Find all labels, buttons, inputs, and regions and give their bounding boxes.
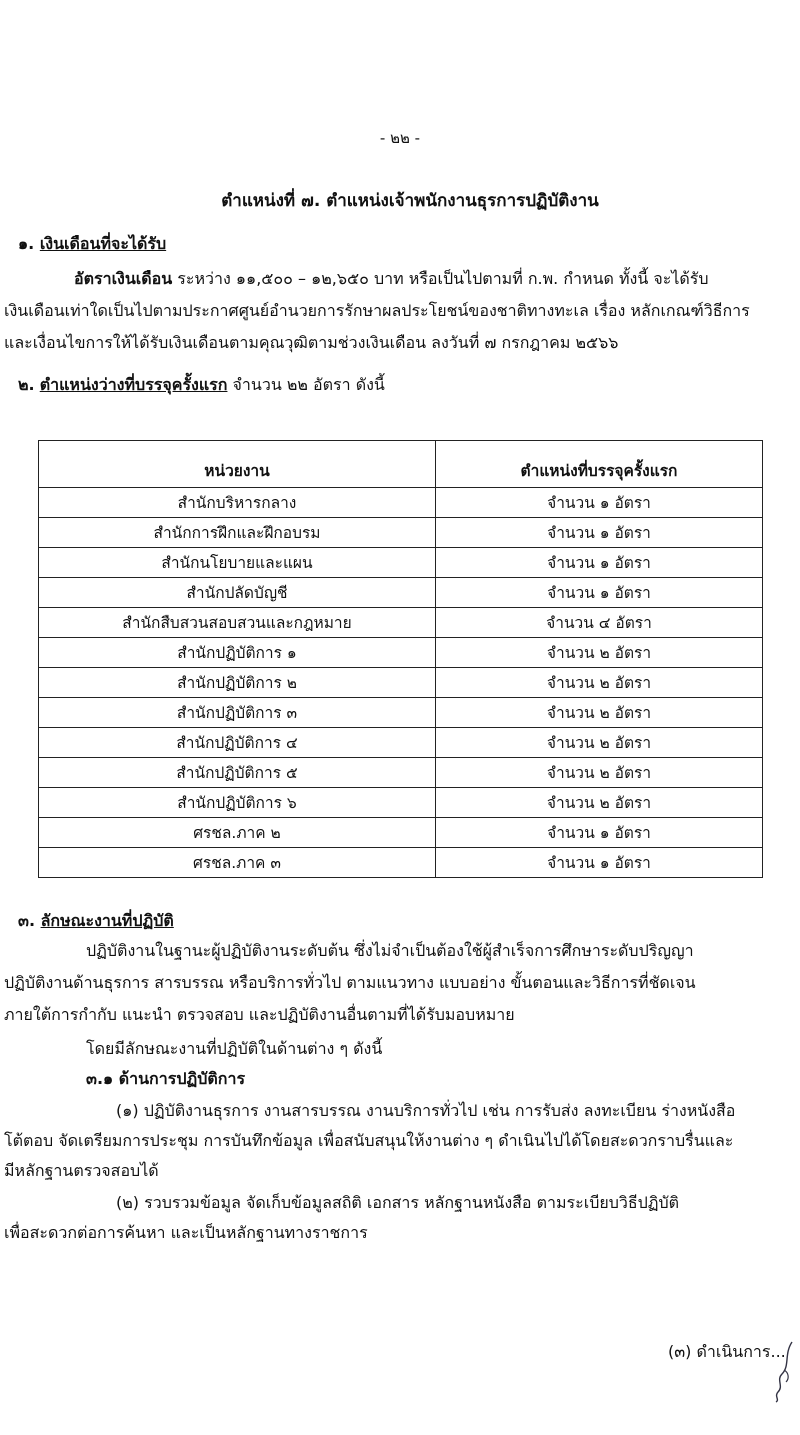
item-1-line-3: มีหลักฐานตรวจสอบได้ <box>4 1161 159 1180</box>
section-2-number: ๒. <box>18 375 35 394</box>
salary-rate-text: ระหว่าง ๑๑,๕๐๐ – ๑๒,๖๕๐ บาท หรือเป็นไปตามที่ ก.พ. กำหนด ทั้งนี้ จะได้รับ <box>172 269 709 288</box>
section-1-title: เงินเดือนที่จะได้รับ <box>39 234 167 253</box>
item-1-line-2: โต้ตอบ จัดเตรียมการประชุม การบันทึกข้อมูล เพื่อสนับสนุนให้งานต่าง ๆ ดำเนินไปได้โดยสะดวกราบรื่นและ <box>4 1131 734 1150</box>
section-3-title: ลักษณะงานที่ปฏิบัติ <box>40 911 174 930</box>
positions-cell: จำนวน ๑ อัตรา <box>436 818 763 848</box>
section-3-number: ๓. <box>18 911 36 930</box>
duty-line-4: โดยมีลักษณะงานที่ปฏิบัติในด้านต่าง ๆ ดังนี้ <box>86 1039 383 1058</box>
position-title: ตำแหน่งที่ ๗. ตำแหน่งเจ้าพนักงานธุรการปฏิบัติงาน <box>221 191 599 211</box>
operations-subheading: ๓.๑ ด้านการปฏิบัติการ <box>86 1069 246 1088</box>
page-number: - ๒๒ - <box>379 129 421 147</box>
table-body <box>39 488 763 878</box>
handwritten-initials <box>770 1340 796 1404</box>
salary-rate-label: อัตราเงินเดือน <box>74 269 173 288</box>
table-header-row <box>39 441 763 488</box>
unit-cell: ศรชล.ภาค ๒ <box>39 818 436 848</box>
section-1-number: ๑. <box>18 234 35 253</box>
table-row <box>39 698 763 728</box>
positions-cell: จำนวน ๑ อัตรา <box>436 518 763 548</box>
salary-line-3: และเงื่อนไขการให้ได้รับเงินเดือนตามคุณวุฒิตามช่วงเงินเดือน ลงวันที่ ๗ กรกฎาคม ๒๕๖๖ <box>4 333 619 352</box>
table-row <box>39 518 763 548</box>
table-row <box>39 608 763 638</box>
unit-cell: สำนักสืบสวนสอบสวนและกฎหมาย <box>39 608 436 638</box>
unit-cell: ศรชล.ภาค ๓ <box>39 848 436 878</box>
unit-cell: สำนักปฏิบัติการ ๖ <box>39 788 436 818</box>
unit-cell: สำนักปฏิบัติการ ๕ <box>39 758 436 788</box>
duty-line-3: ภายใต้การกำกับ แนะนำ ตรวจสอบ และปฏิบัติงานอื่นตามที่ได้รับมอบหมาย <box>4 1005 515 1024</box>
section-2-heading <box>18 370 385 400</box>
header-unit: หน่วยงาน <box>39 441 436 488</box>
unit-cell: สำนักปฏิบัติการ ๑ <box>39 638 436 668</box>
unit-cell: สำนักปลัดบัญชี <box>39 578 436 608</box>
continued-footer: (๓) ดำเนินการ... <box>668 1342 786 1361</box>
item-1-line-1: (๑) ปฏิบัติงานธุรการ งานสารบรรณ งานบริการทั่วไป เช่น การรับส่ง ลงทะเบียน ร่างหนังสือ <box>116 1101 736 1120</box>
section-1-heading <box>18 232 166 257</box>
table-row <box>39 668 763 698</box>
section-2-title: ตำแหน่งว่างที่บรรจุครั้งแรก <box>39 375 228 394</box>
item-2-line-1: (๒) รวบรวมข้อมูล จัดเก็บข้อมูลสถิติ เอกสาร หลักฐานหนังสือ ตามระเบียบวิธีปฏิบัติ <box>116 1193 680 1212</box>
positions-cell: จำนวน ๑ อัตรา <box>436 578 763 608</box>
positions-cell: จำนวน ๑ อัตรา <box>436 488 763 518</box>
duty-line-1: ปฏิบัติงานในฐานะผู้ปฏิบัติงานระดับต้น ซึ่งไม่จำเป็นต้องใช้ผู้สำเร็จการศึกษาระดับปริญญา <box>86 941 694 960</box>
positions-cell: จำนวน ๒ อัตรา <box>436 788 763 818</box>
table-row <box>39 638 763 668</box>
positions-cell: จำนวน ๒ อัตรา <box>436 758 763 788</box>
table-row <box>39 548 763 578</box>
section-2-count: จำนวน ๒๒ อัตรา ดังนี้ <box>227 375 385 394</box>
positions-cell: จำนวน ๔ อัตรา <box>436 608 763 638</box>
unit-cell: สำนักปฏิบัติการ ๓ <box>39 698 436 728</box>
table-row <box>39 758 763 788</box>
unit-cell: สำนักบริหารกลาง <box>39 488 436 518</box>
header-positions: ตำแหน่งที่บรรจุครั้งแรก <box>436 441 763 488</box>
positions-cell: จำนวน ๒ อัตรา <box>436 668 763 698</box>
table-row <box>39 818 763 848</box>
unit-cell: สำนักปฏิบัติการ ๒ <box>39 668 436 698</box>
positions-cell: จำนวน ๒ อัตรา <box>436 638 763 668</box>
table-row <box>39 488 763 518</box>
positions-cell: จำนวน ๒ อัตรา <box>436 728 763 758</box>
table-row <box>39 848 763 878</box>
unit-cell: สำนักนโยบายและแผน <box>39 548 436 578</box>
positions-table <box>38 440 763 878</box>
unit-cell: สำนักปฏิบัติการ ๔ <box>39 728 436 758</box>
item-2-line-2: เพื่อสะดวกต่อการค้นหา และเป็นหลักฐานทางราชการ <box>4 1223 368 1242</box>
unit-cell: สำนักการฝึกและฝึกอบรม <box>39 518 436 548</box>
table-row <box>39 728 763 758</box>
salary-line-2: เงินเดือนเท่าใดเป็นไปตามประกาศศูนย์อำนวยการรักษาผลประโยชน์ของชาติทางทะเล เรื่อง หลักเกณฑ์วิธีการ <box>4 301 750 320</box>
positions-cell: จำนวน ๑ อัตรา <box>436 548 763 578</box>
table-row <box>39 788 763 818</box>
salary-line-1 <box>74 264 709 294</box>
duty-line-2: ปฏิบัติงานด้านธุรการ สารบรรณ หรือบริการทั่วไป ตามแนวทาง แบบอย่าง ขั้นตอนและวิธีการที่ชัดเจน <box>4 973 696 992</box>
section-3-heading <box>18 909 174 934</box>
positions-cell: จำนวน ๒ อัตรา <box>436 698 763 728</box>
positions-cell: จำนวน ๑ อัตรา <box>436 848 763 878</box>
table-row <box>39 578 763 608</box>
